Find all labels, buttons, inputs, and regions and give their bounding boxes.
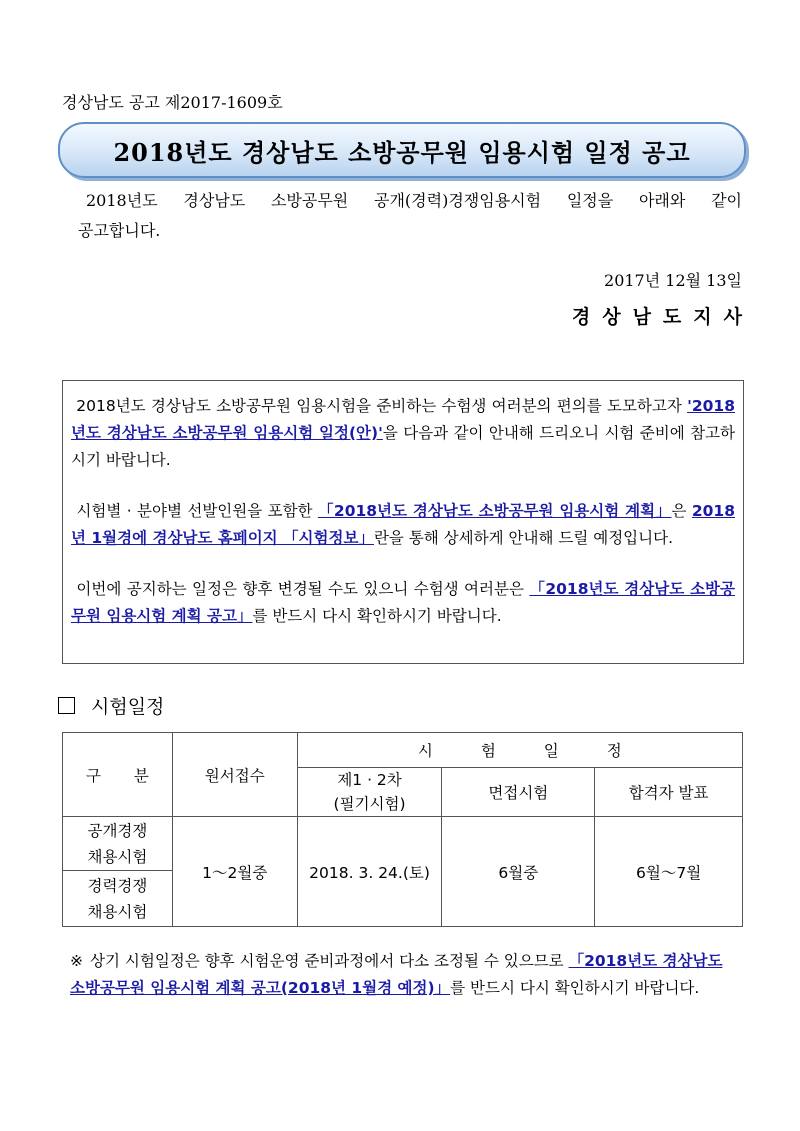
table-row (63, 817, 743, 871)
reference-mark: ※ (70, 952, 83, 970)
header-schedule: 시험일정 (297, 733, 742, 768)
title-banner (58, 122, 746, 178)
signer: 경상남도지사 (571, 306, 754, 328)
info-p2-text-a: 시험별 · 분야별 선발인원을 포함한 (76, 502, 318, 520)
info-p3-highlight: 「2018년도 경상남도 소방공무원 임용시험 계획 공고」 (71, 580, 735, 625)
header-written (297, 768, 442, 817)
row-career-competition (63, 871, 173, 927)
info-paragraph-3 (71, 576, 735, 630)
intro-line-1: 2018년도 경상남도 소방공무원 공개(경력)경쟁임용시험 일정을 아래와 같이 (86, 191, 742, 210)
row-career-label-2: 채용시험 (87, 902, 148, 921)
header-written-sub: (필기시험) (333, 795, 406, 813)
header-application: 원서접수 (172, 733, 297, 817)
cell-interview-period: 6월중 (442, 817, 595, 927)
info-p1-text-b: 을 다음과 같이 안내해 드리오니 시험 준비에 참고하시기 바랍니다. (71, 424, 735, 469)
row-open-label-1: 공개경쟁 (87, 821, 148, 840)
row-career-label-1: 경력경쟁 (87, 876, 148, 895)
info-p2-text-b: 은 (671, 502, 692, 520)
section-heading (58, 692, 164, 719)
info-paragraph-2 (71, 498, 735, 552)
checkbox-square-icon (58, 697, 75, 714)
info-p1-highlight: '2018년도 경상남도 소방공무원 임용시험 일정(안)' (71, 397, 735, 442)
footnote-highlight: 「2018년도 경상남도 소방공무원 임용시험 계획 공고(2018년 1월경 예정)」 (70, 952, 723, 997)
header-category: 구 분 (63, 733, 173, 817)
section-title: 시험일정 (91, 696, 165, 718)
info-p2-highlight-2: 2018년 1월경에 경상남도 홈페이지 「시험정보」 (71, 502, 735, 547)
header-written-label: 제1 · 2차 (337, 771, 402, 789)
info-p3-text-a: 이번에 공지하는 일정은 향후 변경될 수도 있으니 수험생 여러분은 (76, 580, 530, 598)
schedule-table (62, 732, 743, 927)
cell-result-period: 6월～7월 (595, 817, 743, 927)
notice-date: 2017년 12월 13일 (604, 271, 742, 290)
info-p2-highlight-1: 「2018년도 경상남도 소방공무원 임용시험 계획」 (317, 502, 672, 520)
intro-text (62, 186, 742, 246)
cell-application-period: 1～2월중 (172, 817, 297, 927)
table-header-row-1 (63, 733, 743, 768)
header-result: 합격자 발표 (595, 768, 743, 817)
info-paragraph-1 (71, 393, 735, 474)
row-open-label-2: 채용시험 (87, 847, 148, 866)
info-p3-text-b: 를 반드시 다시 확인하시기 바랍니다. (252, 607, 502, 625)
info-box (62, 380, 744, 664)
info-p1-text-a: 2018년도 경상남도 소방공무원 임용시험을 준비하는 수험생 여러분의 편의를 도모하고자 (76, 397, 688, 415)
intro-line-2: 공고합니다. (78, 221, 161, 240)
row-open-competition (63, 817, 173, 871)
footnote-text-a: 상기 시험일정은 향후 시험운영 준비과정에서 다소 조정될 수 있으므로 (90, 952, 569, 970)
header-interview: 면접시험 (442, 768, 595, 817)
notice-number: 경상남도 공고 제2017-1609호 (62, 93, 283, 112)
cell-written-date: 2018. 3. 24.(토) (297, 817, 442, 927)
footnote-text-b: 를 반드시 다시 확인하시기 바랍니다. (450, 979, 700, 997)
footnote (70, 948, 742, 1002)
page-title: 2018년도 경상남도 소방공무원 임용시험 일정 공고 (113, 137, 691, 167)
info-p2-text-c: 란을 통해 상세하게 안내해 드릴 예정입니다. (373, 529, 674, 547)
